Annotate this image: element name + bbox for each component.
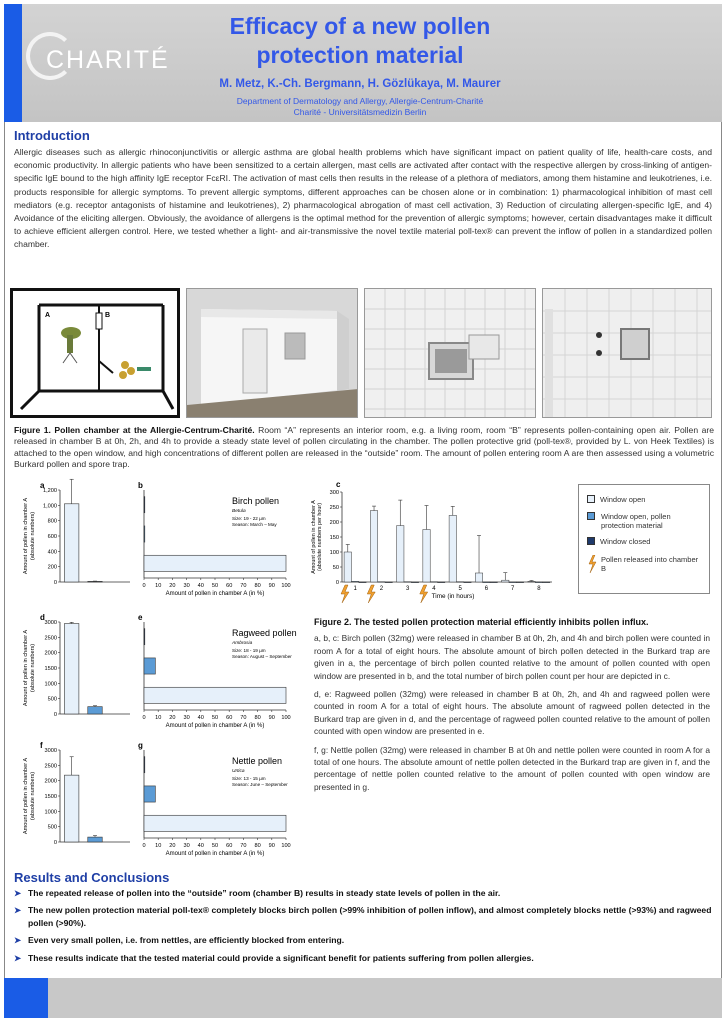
x-tick-label: 10 — [155, 583, 162, 589]
bar — [378, 582, 385, 583]
x-tick-label: 30 — [183, 715, 190, 721]
panel-label: b — [138, 481, 143, 490]
y-tick-label: 0 — [53, 712, 57, 718]
x-tick-label: 100 — [281, 583, 291, 589]
legend-swatch — [587, 512, 595, 520]
y-tick-label: 250 — [329, 505, 339, 511]
x-tick-label: 5 — [458, 586, 462, 592]
pollen-species: Urtica — [232, 769, 245, 774]
arrow-bullet-icon: ➤ — [14, 935, 22, 946]
pollen-season: Season: June – September — [232, 782, 288, 787]
introduction-text: Allergic diseases such as allergic rhinoconjunctivitis or allergic asthma are global health problems which have significant impact on patient quality of life, health-care costs, and economic productivity. In allergic patients who have been sensitized to a certain allergen, mast cells are activated after contact with the respective allergen by cross-linking of antigen-specific IgE bound to the high affinity IgE receptor FcεRI. The activation of mast cells then results in the release of a plethora of mediators, among them histamine and leukotrienes, i.e. products responsible for allergic symptoms. To prevent allergic symptoms, different approaches can be chosen alone or in combination: 1) pharmacological inhibition of mast cell mediators (e.g. receptor antagonists of histamine and leukotrienes), 2) pharmacological abrogation of mast cell activation, 3) Reduction of circulating allergen-specific IgE, and 4) Avoidance of the eliciting allergen. Obviously, the avoidance of allergens is the optimal method for the prevention of allergic symptoms; however, certain disadvantages make it difficult to achieve efficient allergen control. Here, we tested whether a light- and air-transmissive the novel textile material poll-tex® can prevent the inflow of pollen in a standardized pollen chamber. — [14, 147, 712, 250]
bar — [509, 582, 516, 583]
bar — [144, 526, 145, 542]
y-tick-label: 1500 — [44, 794, 57, 800]
y-tick-label: 200 — [47, 564, 57, 571]
panel-label: f — [40, 741, 43, 750]
y-tick-label: 400 — [47, 549, 57, 556]
pollen-release-arrow — [341, 585, 349, 603]
bar — [351, 581, 358, 582]
pollen-size: Size: 19 - 22 µm — [232, 516, 266, 521]
y-tick-label: 150 — [329, 535, 339, 541]
legend-item-window-open — [587, 495, 645, 504]
x-tick-label: 30 — [183, 843, 190, 849]
x-tick-label: 30 — [183, 583, 190, 589]
header-accent-block — [4, 4, 22, 122]
arrow-bullet-icon: ➤ — [14, 905, 22, 916]
x-tick-label: 40 — [197, 715, 204, 721]
figure-2-title: Figure 2. The tested pollen protection material efficiently inhibits pollen influx. — [314, 617, 649, 627]
logo-text: CHARITÉ — [46, 46, 170, 74]
y-axis-label: Amount of pollen in chamber A(absolute numbers per hour) — [311, 500, 323, 574]
room-b-label: B — [105, 312, 111, 319]
bar — [423, 530, 430, 583]
panel-label: e — [138, 613, 143, 622]
panel-label: c — [336, 480, 341, 489]
nettle-charts-svg — [14, 738, 304, 868]
bar — [344, 552, 351, 582]
ragweed-charts — [14, 610, 304, 740]
pollen-title: Birch pollen — [232, 496, 280, 506]
y-tick-label: 500 — [47, 824, 57, 831]
result-text: The new pollen protection material poll-tex® completely blocks birch pollen (>99% inhibition of pollen inflow), and almost completely blocks nettle (>93%) and ragweed pollen (>90%). — [28, 905, 712, 928]
y-tick-label: 500 — [47, 696, 57, 703]
arrow-bullet-icon: ➤ — [14, 888, 22, 898]
x-tick-label: 2 — [379, 586, 384, 592]
window-interior-photo — [364, 288, 536, 418]
bar — [475, 573, 482, 582]
bar — [483, 582, 490, 583]
pollen-release-arrow — [367, 585, 375, 603]
figure-2-paragraph-birch: a, b, c: Birch pollen (32mg) were released in chamber B at 0h, 2h, and 4h and birch pollen were counted in room A for a total of eight hours. The absolute amount of birch pollen detected in the Burkard trap are given in a, the percentage of birch pollen counted relative to the amount of pollen counted with open window are presented in b, and the total number of birch pollen count per hour are depicted in c. — [314, 633, 710, 681]
chamber-floor-plan — [10, 288, 180, 418]
affiliation-line-2: Charité - Universitätsmedizin Berlin — [293, 107, 427, 117]
ragweed-charts-svg — [14, 610, 304, 740]
x-tick-label: 8 — [537, 586, 541, 592]
x-tick-label: 70 — [240, 843, 247, 849]
y-axis-label: Amount of pollen in chamber A(absolute numbers) — [23, 757, 36, 835]
pollen-release-arrow — [420, 585, 428, 603]
figure-1-caption — [14, 425, 714, 471]
x-tick-label: 70 — [240, 583, 247, 589]
bar — [385, 582, 392, 583]
y-tick-label: 0 — [335, 580, 339, 586]
result-text: These results indicate that the tested material could provide a significant benefit for patients suffering from pollen allergies. — [28, 952, 534, 963]
figure-1-caption-text: Room “A” represents an interior room, e.g. a living room, room “B” represents pollen-containing open air. Pollen are released in chamber B at 0h, 2h, and 4h to provide a steady state level of pollen circulating in the chamber. The pollen protective grid (poll-tex®, provided by L. von Heek Textiles) is attached to the open window, and high concentrations of different pollen are released in the “outside” room. The amount of pollen entering room A are then assessed using a volumetric Burkard pollen and spore trap. — [14, 425, 715, 470]
legend-swatch — [587, 537, 595, 545]
x-tick-label: 20 — [169, 843, 176, 849]
figure-2-paragraph-nettle: f, g: Nettle pollen (32mg) were released in chamber B at 0h and nettle pollen were counted in room A for a total of one hours. The absolute amount of nettle pollen detected in the Burkard trap are given in f, and the percentage of nettle pollen counted relative to the amount of pollen counted with open window are presented in g. — [314, 744, 710, 792]
bar — [411, 582, 418, 583]
x-tick-label: 0 — [142, 583, 146, 589]
x-axis-label: Amount of pollen in chamber A (in %) — [165, 851, 265, 857]
x-tick-label: 40 — [197, 843, 204, 849]
x-tick-label: 50 — [211, 715, 219, 721]
x-tick-label: 80 — [254, 843, 261, 849]
x-tick-label: 100 — [281, 715, 291, 721]
legend-label: Window open — [600, 495, 646, 504]
pollen-title: Ragweed pollen — [232, 628, 297, 638]
bar — [144, 497, 145, 513]
x-axis-label: Amount of pollen in chamber A (in %) — [165, 591, 265, 597]
y-tick-label: 2000 — [44, 778, 57, 785]
authors: M. Metz, K.-Ch. Bergmann, H. Gözlükaya, M. Maurer — [219, 78, 501, 90]
legend-item-protection — [587, 512, 705, 530]
x-tick-label: 40 — [197, 583, 204, 589]
y-tick-label: 1,000 — [43, 503, 57, 510]
y-tick-label: 1,200 — [43, 488, 57, 494]
y-tick-label: 2500 — [44, 763, 57, 770]
panel-label: d — [40, 613, 45, 622]
result-item — [14, 887, 712, 899]
y-tick-label: 1000 — [44, 809, 57, 816]
pollen-season: Season: March – May — [232, 522, 277, 527]
x-tick-label: 6 — [484, 586, 489, 592]
bar — [359, 582, 366, 583]
y-tick-label: 2000 — [44, 650, 57, 657]
legend-item-window-closed — [587, 537, 650, 546]
pollen-title: Nettle pollen — [232, 756, 283, 766]
pollen-species: Betula — [232, 509, 246, 514]
y-tick-label: 3000 — [44, 748, 57, 754]
affiliation — [190, 96, 530, 118]
chart-legend — [578, 484, 710, 594]
bar — [490, 582, 497, 583]
poster-footer — [4, 978, 722, 1018]
room-a-label: A — [45, 312, 51, 319]
x-tick-label: 90 — [268, 843, 275, 849]
bar — [543, 582, 550, 583]
x-tick-label: 20 — [169, 583, 176, 589]
x-tick-label: 3 — [405, 586, 410, 592]
y-tick-label: 2500 — [44, 635, 57, 642]
y-tick-label: 1000 — [44, 681, 57, 688]
x-tick-label: 80 — [254, 715, 261, 721]
burkard-trap-icon — [61, 327, 81, 363]
bar — [464, 582, 471, 583]
figure-2-caption — [314, 616, 710, 799]
y-tick-label: 100 — [329, 550, 339, 556]
pollen-size: Size: 13 - 15 µm — [232, 776, 266, 781]
result-item — [14, 934, 712, 946]
y-tick-label: 800 — [47, 518, 57, 525]
birch-time-chart-svg — [308, 478, 574, 612]
results-list — [14, 887, 712, 969]
x-tick-label: 60 — [226, 583, 233, 589]
bar — [516, 582, 523, 583]
bar — [430, 582, 437, 583]
arrow-bullet-icon: ➤ — [14, 952, 22, 963]
x-tick-label: 80 — [254, 583, 261, 589]
bar — [397, 526, 404, 582]
y-tick-label: 600 — [47, 534, 57, 540]
x-tick-label: 10 — [155, 715, 162, 721]
bar — [144, 786, 155, 802]
bar — [144, 815, 286, 831]
legend-item-pollen-release — [587, 555, 705, 573]
results-heading: Results and Conclusions — [14, 870, 170, 885]
bar — [144, 629, 145, 645]
x-tick-label: 10 — [155, 843, 162, 849]
legend-swatch — [587, 495, 595, 503]
figure-1-caption-title: Figure 1. Pollen chamber at the Allergie-Centrum-Charité. — [14, 425, 255, 435]
y-tick-label: 3000 — [44, 620, 57, 626]
x-tick-label: 7 — [510, 586, 515, 592]
x-tick-label: 4 — [432, 586, 436, 592]
x-tick-label: 50 — [211, 583, 219, 589]
x-tick-label: 90 — [268, 715, 275, 721]
bar — [449, 515, 456, 582]
bar — [528, 581, 535, 582]
x-tick-label: 20 — [169, 715, 176, 721]
y-tick-label: 50 — [332, 565, 339, 571]
bar — [64, 504, 78, 582]
x-tick-label: 100 — [281, 843, 291, 849]
pollen-size: Size: 18 - 19 µm — [232, 648, 266, 653]
x-tick-label: 60 — [226, 843, 233, 849]
legend-label: Window closed — [600, 537, 651, 546]
x-tick-label: 50 — [211, 843, 219, 849]
bar — [144, 687, 286, 703]
introduction-heading: Introduction — [14, 128, 90, 143]
x-tick-label: 0 — [142, 715, 146, 721]
pollen-dispenser-icon — [119, 361, 151, 379]
bar — [144, 658, 155, 674]
lightning-arrow-icon — [587, 555, 597, 573]
x-axis-label: Amount of pollen in chamber A (in %) — [165, 723, 265, 729]
y-tick-label: 0 — [53, 840, 57, 846]
x-tick-label: 70 — [240, 715, 247, 721]
panel-label: g — [138, 741, 143, 750]
bar — [64, 624, 78, 714]
legend-label: Pollen released into chamber B — [601, 555, 699, 573]
pollen-season: Season: August – September — [232, 654, 292, 659]
y-axis-label: Amount of pollen in chamber A(absolute numbers) — [23, 497, 36, 575]
result-text: The repeated release of pollen into the “outside” room (chamber B) results in steady state levels of pollen in the air. — [28, 888, 501, 898]
y-tick-label: 300 — [329, 490, 339, 496]
bar — [144, 757, 145, 773]
x-tick-label: 60 — [226, 715, 233, 721]
room-a-interior-photo — [542, 288, 712, 418]
figure-2-paragraph-ragweed: d, e: Ragweed pollen (32mg) were released in chamber B at 0h, 2h, and 4h and ragweed pollen were counted in room A for a total of eight hours. The absolute amount of ragweed pollen detected in the Burkard trap are given in d, and the percentage of ragweed pollen counted relative to the amount of pollen counted with open window are presented in e. — [314, 689, 710, 737]
result-text: Even very small pollen, i.e. from nettles, are efficiently blocked from entering. — [28, 935, 345, 946]
bar — [404, 582, 411, 583]
charite-logo — [26, 32, 186, 88]
x-tick-label: 0 — [142, 843, 146, 849]
poster-title: Efficacy of a new pollen protection material — [229, 13, 491, 68]
bar — [144, 555, 286, 571]
nettle-charts — [14, 738, 304, 868]
y-tick-label: 200 — [329, 520, 339, 526]
x-tick-label: 1 — [353, 586, 357, 592]
result-item — [14, 952, 712, 964]
x-axis-label: Time (in hours) — [431, 593, 475, 600]
bar — [64, 775, 78, 842]
bar — [370, 511, 377, 582]
bar — [502, 580, 509, 582]
bar — [88, 837, 102, 842]
footer-accent-block — [4, 978, 48, 1018]
y-tick-label: 0 — [53, 580, 57, 586]
bar — [535, 582, 542, 583]
bar — [88, 707, 102, 714]
y-tick-label: 1500 — [44, 666, 57, 672]
birch-charts — [14, 478, 304, 608]
x-tick-label: 90 — [268, 583, 275, 589]
pollen-species: Ambrosia — [232, 641, 253, 646]
chamber-exterior-photo — [186, 288, 358, 418]
bar — [88, 581, 102, 582]
affiliation-line-1: Department of Dermatology and Allergy, Allergie-Centrum-Charité — [236, 96, 484, 106]
bar — [438, 582, 445, 583]
birch-charts-svg — [14, 478, 304, 608]
y-axis-label: Amount of pollen in chamber A(absolute numbers) — [23, 629, 36, 707]
birch-time-chart — [308, 478, 574, 612]
result-item — [14, 904, 712, 929]
panel-label: a — [40, 481, 45, 490]
legend-label: Window open, pollen protection material — [601, 512, 671, 530]
bar — [456, 582, 463, 583]
